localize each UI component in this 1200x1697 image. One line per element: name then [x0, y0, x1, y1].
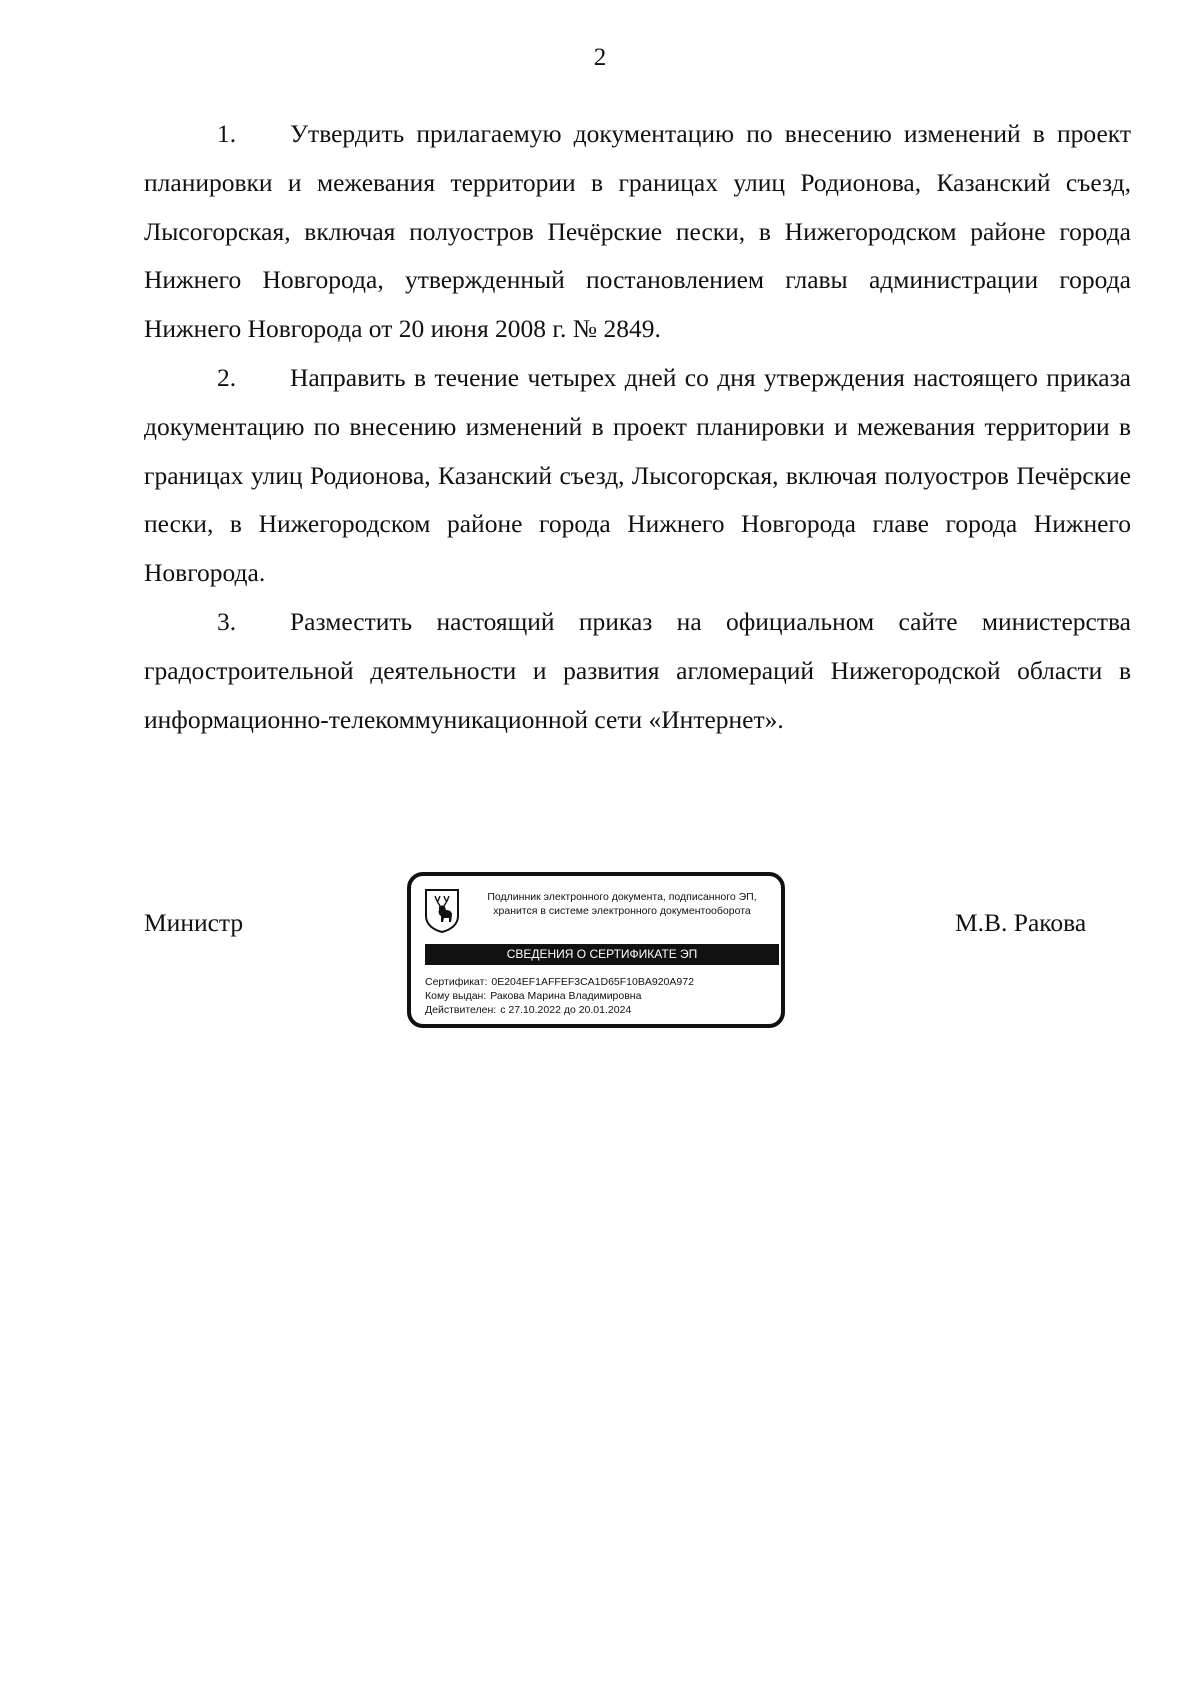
validity-label: Действителен:	[425, 1004, 497, 1016]
stamp-title-bar: СВЕДЕНИЯ О СЕРТИФИКАТЕ ЭП	[425, 944, 779, 965]
issued-to-label: Кому выдан:	[425, 990, 487, 1002]
stamp-header	[467, 890, 777, 918]
stamp-header-line: Подлинник электронного документа, подписанного ЭП,	[487, 891, 757, 903]
document-body	[144, 110, 1131, 744]
issued-to-value: Ракова Марина Владимировна	[490, 990, 642, 1002]
certificate-info	[425, 975, 779, 1017]
paragraph-1	[144, 110, 1131, 354]
validity-row	[425, 1003, 779, 1017]
electronic-signature-stamp	[407, 872, 785, 1028]
certificate-value: 0E204EF1AFFEF3CA1D65F10BA920A972	[491, 976, 694, 988]
validity-value: с 27.10.2022 до 20.01.2024	[500, 1004, 632, 1016]
signatory-position: Министр	[144, 908, 244, 937]
page-number: 2	[593, 44, 607, 71]
paragraph-text: Направить в течение четырех дней со дня утверждения настоящего приказа документацию по внесению изменений в проект планировки и межевания территории в границах улиц Родионова, Казанский съезд, Лысогорская, включая полуостров Печёрские пески, в Нижегородском районе города Нижнего Новгорода главе города Нижнего Новгорода.	[144, 362, 1131, 588]
paragraph-number: 2.	[217, 362, 237, 392]
certificate-row	[425, 975, 779, 989]
paragraph-3	[144, 598, 1131, 744]
paragraph-text: Разместить настоящий приказ на официальном сайте министерства градостроительной деятельности и развития агломераций Нижегородской области в информационно-телекоммуникационной сети «Интернет».	[144, 606, 1131, 734]
paragraph-number: 1.	[217, 119, 237, 148]
certificate-label: Сертификат:	[425, 976, 488, 988]
paragraph-number: 3.	[217, 606, 237, 636]
signatory-name: М.В. Ракова	[955, 908, 1087, 937]
issued-to-row	[425, 989, 779, 1003]
coat-of-arms-icon	[424, 888, 460, 934]
paragraph-text: Утвердить прилагаемую документацию по внесению изменений в проект планировки и межевания территории в границах улиц Родионова, Казанский съезд, Лысогорская, включая полуостров Печёрские пески, в Нижегородском районе города Нижнего Новгорода, утвержденный постановлением главы администрации города Нижнего Новгорода от 20 июня 2008 г. № 2849.	[144, 119, 1131, 344]
paragraph-2	[144, 354, 1131, 598]
stamp-header-line: хранится в системе электронного документооборота	[493, 905, 751, 917]
